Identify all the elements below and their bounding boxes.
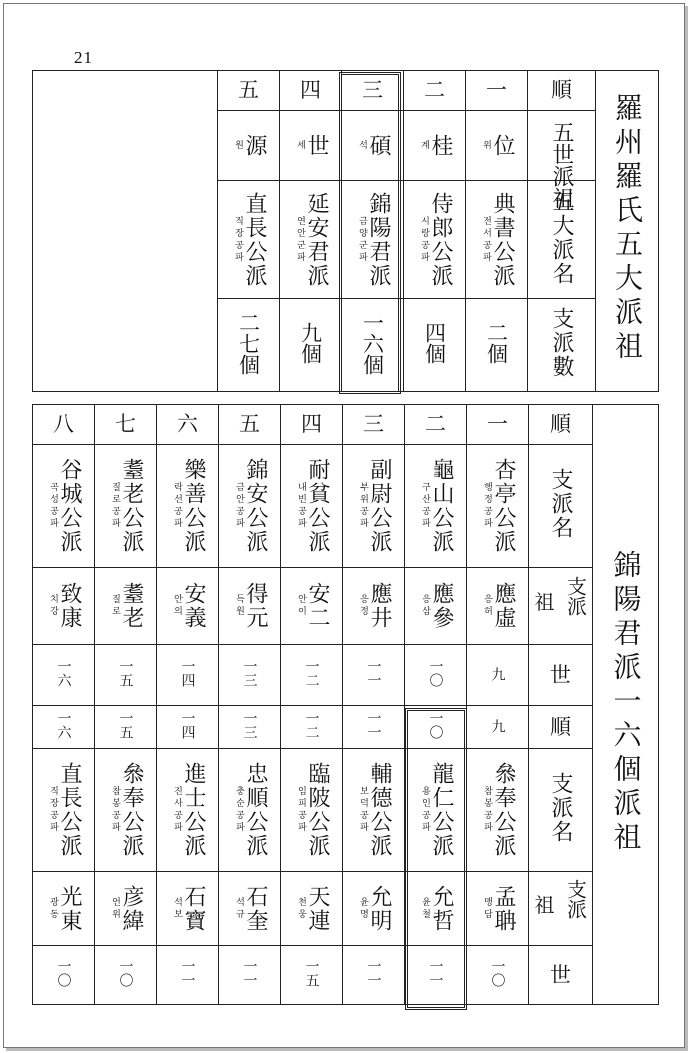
ancestor-name: 石奎 [243, 884, 268, 933]
generation: 一四 [179, 659, 196, 687]
branch-name-hangul: 직장공파 [233, 215, 243, 264]
branch-name-hangul: 참봉공파 [482, 786, 492, 834]
ancestor-name-hangul: 응삼 [420, 594, 430, 618]
ancestor-name: 得元 [243, 582, 268, 630]
ancestor-name-hangul: 석보 [172, 896, 182, 921]
ancestor-name: 碩 [366, 133, 391, 158]
ancestor-name-hangul: 맹담 [482, 896, 492, 921]
branch-name: 龍仁公派 [429, 762, 454, 858]
ancestor-name: 桂 [428, 133, 453, 158]
ancestor-name: 位 [490, 133, 515, 158]
top-no-5: 五 [218, 71, 280, 111]
generation: 一二 [303, 659, 320, 687]
five-branches-table [32, 70, 659, 392]
label-order: 順 [550, 412, 571, 436]
branch-name-hangul: 구산공파 [420, 482, 430, 530]
order-number: 五 [239, 412, 260, 436]
branch-name: 谷城公派 [57, 458, 82, 554]
branch-name: 叅奉公派 [491, 762, 516, 858]
generation: 一〇 [117, 959, 134, 987]
branch-name: 樂善公派 [181, 458, 206, 554]
top-no-4: 四 [280, 71, 342, 111]
ancestor-name: 耋老 [119, 582, 144, 630]
ancestor-name-hangul: 안이 [296, 594, 306, 618]
order-number: 一四 [179, 711, 196, 739]
generation: 一〇 [427, 659, 444, 687]
sub-branch-count: 九個 [298, 322, 323, 364]
branch-name-hangul: 행정공파 [482, 482, 492, 530]
generation: 一五 [117, 659, 134, 687]
ancestor-name-hangul: 윤명 [358, 896, 368, 921]
order-number: 二 [425, 412, 446, 436]
generation: 一五 [303, 959, 320, 987]
ancestor-name: 光東 [57, 884, 82, 933]
ancestor-name-hangul: 석규 [234, 896, 244, 921]
branch-name: 叅奉公派 [119, 762, 144, 858]
branch-name: 進士公派 [181, 762, 206, 858]
ancestor-name: 允哲 [429, 884, 454, 933]
row-label-count: 支派數 [549, 307, 574, 379]
branch-name: 杏亭公派 [491, 458, 516, 554]
ancestor-name: 應參 [429, 582, 454, 630]
sub-branch-count: 二個 [484, 322, 509, 364]
ancestor-name: 安義 [181, 582, 206, 630]
ancestor-name: 安二 [305, 582, 330, 630]
bottom-title-cell [593, 405, 659, 1005]
branch-name: 耋老公派 [119, 458, 144, 554]
order-number: 一三 [241, 711, 258, 739]
order-number: 一二 [303, 711, 320, 739]
ancestor-name: 應井 [367, 582, 392, 630]
generation: 一三 [241, 659, 258, 687]
branch-name-hangul: 연안군파 [295, 215, 305, 264]
sub-branch-count: 四個 [422, 322, 447, 364]
order-number: 一五 [117, 711, 134, 739]
bottom-title: 錦陽君派一六個派祖 [609, 549, 643, 856]
branch-name: 耐貧公派 [305, 458, 330, 554]
branch-name: 輔德公派 [367, 762, 392, 858]
ancestor-name-hangul: 계 [419, 139, 429, 152]
sub-branch-count: 一六個 [360, 311, 385, 375]
ancestor-name: 孟聃 [491, 884, 516, 933]
branch-name-hangul: 금양군파 [357, 215, 367, 264]
generation: 一一 [427, 959, 444, 987]
branch-name: 延安君派 [304, 191, 329, 288]
branch-name: 直長公派 [57, 762, 82, 858]
branch-name-hangul: 충순공파 [234, 786, 244, 834]
ancestor-name-hangul: 석 [357, 139, 367, 152]
top-header-label: 順 [528, 71, 596, 111]
top-no-2: 二 [404, 71, 466, 111]
order-number: 一 [487, 412, 508, 436]
ancestor-name: 世 [304, 133, 329, 158]
order-number: 九 [489, 718, 506, 733]
order-number: 八 [53, 412, 74, 436]
ancestor-name: 天連 [305, 884, 330, 933]
generation: 一一 [179, 959, 196, 987]
branch-name: 典書公派 [490, 191, 515, 288]
ancestor-name-hangul: 천웅 [296, 896, 306, 921]
order-number: 一六 [55, 711, 72, 739]
ancestor-name-hangul: 응정 [358, 594, 368, 618]
branch-name: 直長公派 [242, 191, 267, 288]
branch-name-hangul: 내빈공파 [296, 482, 306, 530]
order-number: 七 [115, 412, 136, 436]
branch-name-hangul: 곡성공파 [48, 482, 58, 530]
branch-name: 錦陽君派 [366, 191, 391, 288]
branch-name: 臨陂公派 [305, 762, 330, 858]
label-generation: 世 [550, 662, 571, 687]
ancestor-name-hangul: 치강 [48, 594, 58, 618]
branch-name: 龜山公派 [429, 458, 454, 554]
branch-name: 侍郎公派 [428, 191, 453, 288]
ancestor-name-hangul: 득원 [234, 594, 244, 618]
branch-name-hangul: 시랑공파 [419, 215, 429, 264]
order-number: 三 [363, 412, 384, 436]
ancestor-name: 石寶 [181, 884, 206, 933]
branch-name: 忠順公派 [243, 762, 268, 858]
ancestor-name-hangul: 안의 [172, 594, 182, 618]
top-title: 羅州羅氏五大派祖 [611, 93, 644, 365]
order-number: 一〇 [427, 711, 444, 739]
top-title-cell [596, 71, 659, 392]
ancestor-name: 應虛 [491, 582, 516, 630]
branch-name-hangul: 질로공파 [110, 482, 120, 530]
ancestor-name-hangul: 위 [481, 139, 491, 152]
branch-name-hangul: 락선공파 [172, 482, 182, 530]
order-number: 六 [177, 412, 198, 436]
generation: 一一 [241, 959, 258, 987]
blank-area [33, 71, 218, 392]
top-no-1: 一 [466, 71, 528, 111]
order-number: 四 [301, 412, 322, 436]
generation: 一一 [365, 659, 382, 687]
ancestor-name-hangul: 윤철 [420, 896, 430, 921]
sub-branches-table [32, 404, 659, 1005]
branch-name-hangul: 직장공파 [48, 786, 58, 834]
label-generation: 世 [550, 962, 571, 987]
ancestor-name-hangul: 응허 [482, 594, 492, 618]
generation: 一〇 [489, 959, 506, 987]
ancestor-name-hangul: 광동 [48, 896, 58, 921]
branch-name-hangul: 전서공파 [481, 215, 491, 264]
branch-name-hangul: 보덕공파 [358, 786, 368, 834]
ancestor-name: 允明 [367, 884, 392, 933]
ancestor-name-hangul: 언위 [110, 896, 120, 921]
generation: 九 [489, 666, 506, 681]
page-number: 21 [74, 48, 93, 67]
ancestor-name: 彦緯 [119, 884, 144, 933]
label-order: 順 [550, 714, 571, 739]
branch-name-hangul: 금안공파 [234, 482, 244, 530]
top-no-3: 三 [342, 71, 404, 111]
label-ancestor-box: 祖 支派 [534, 878, 588, 919]
row-label-ancestor: 五世派祖 [549, 120, 574, 209]
ancestor-name-hangul: 세 [295, 139, 305, 152]
generation: 一六 [55, 659, 72, 687]
generation: 一〇 [55, 959, 72, 987]
branch-name-hangul: 진사공파 [172, 786, 182, 834]
label-branch-name: 支派名 [548, 772, 573, 844]
generation: 一一 [365, 959, 382, 987]
ancestor-name: 致康 [57, 582, 82, 630]
sub-branch-count: 二七個 [236, 311, 261, 375]
ancestor-name: 源 [242, 133, 267, 158]
branch-name-hangul: 참봉공파 [110, 786, 120, 834]
row-label-branch: 五大派名 [549, 189, 574, 286]
branch-name-hangul: 부위공파 [358, 482, 368, 530]
ancestor-name-hangul: 원 [233, 139, 243, 152]
branch-name: 副尉公派 [367, 458, 392, 554]
label-branch-name: 支派名 [548, 468, 573, 540]
branch-name-hangul: 임피공파 [296, 786, 306, 834]
label-ancestor-box: 祖 支派 [534, 576, 588, 616]
branch-name: 錦安公派 [243, 458, 268, 554]
branch-name-hangul: 용인공파 [420, 786, 430, 834]
order-number: 一一 [365, 711, 382, 739]
ancestor-name-hangul: 질로 [110, 594, 120, 618]
